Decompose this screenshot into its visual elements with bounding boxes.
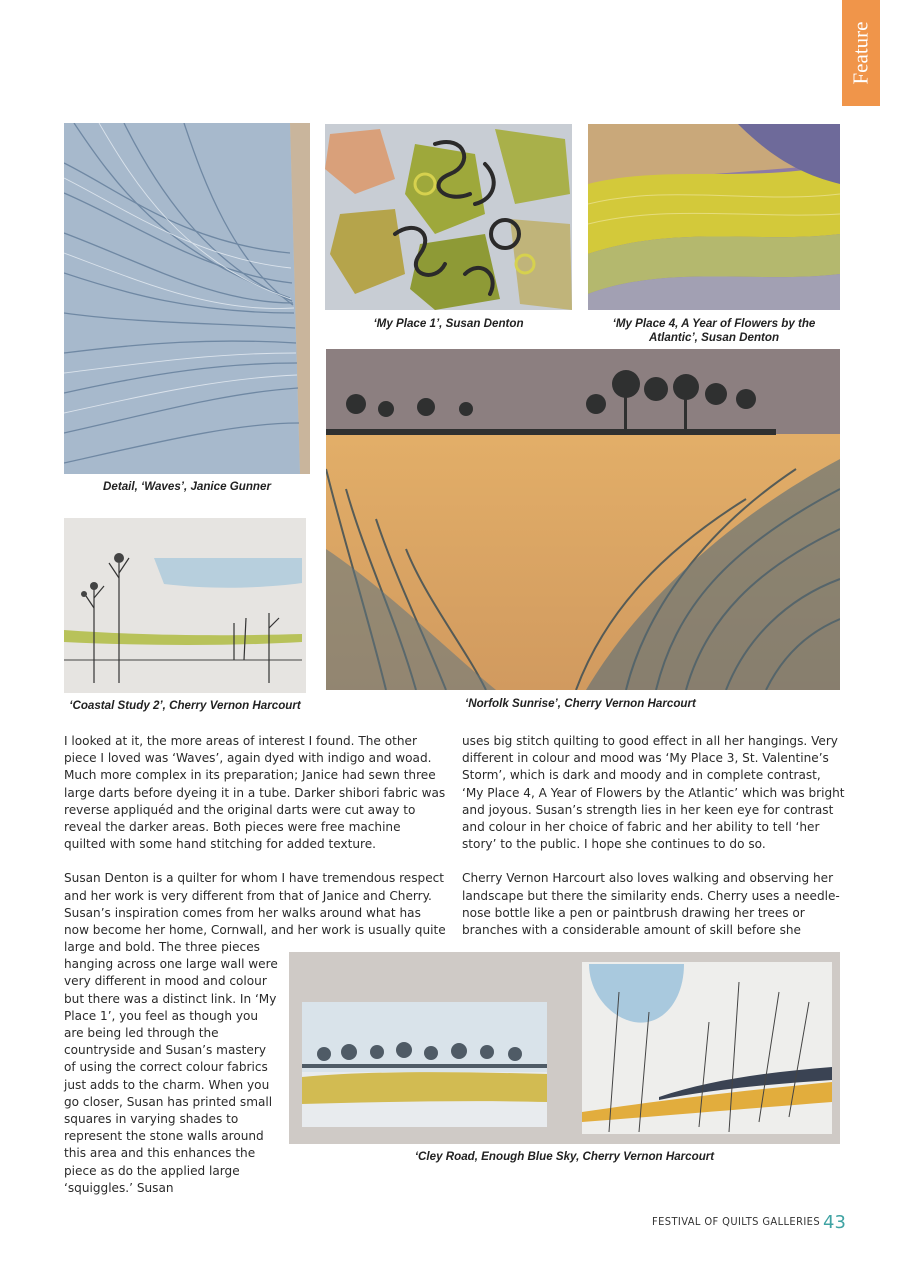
magazine-title: FESTIVAL OF QUILTS GALLERIES [652, 1215, 820, 1228]
feature-section-tab [842, 0, 880, 106]
my-place-4-caption: ‘My Place 4, A Year of Flowers by the Atlantic’, Susan Denton [612, 317, 816, 344]
body-paragraph: I looked at it, the more areas of interest I found. The other piece I loved was ‘Waves’, again dyed with indigo and woad. Much more complex in its preparation; Janice had sewn three large darts before dyeing it in a tube. Darker shibori fabric was reverse appliquéd and the original darts were cut away to reveal the darker areas. Both pieces were free machine quilted with some hand stitching for added texture. [64, 734, 446, 852]
body-right-column [462, 733, 846, 939]
norfolk-sunrise-caption: ‘Norfolk Sunrise’, Cherry Vernon Harcourt [465, 697, 696, 710]
coastal-study-image [64, 518, 306, 693]
body-paragraph: Susan Denton is a quilter for whom I have tremendous respect and her work is very different from that of Janice and Cherry. Susan’s inspiration comes from her walks around what has now become her home, Cornwall, and her work is usually quite [64, 871, 446, 938]
norfolk-sunrise-image [326, 349, 840, 690]
body-paragraph: Cherry Vernon Harcourt also loves walking and observing her landscape but there the similarity ends. Cherry uses a needle-nose bottle like a pen or paintbrush drawing her trees or branches with a considerable amount of skill before she [462, 871, 840, 938]
cley-road-caption: ‘Cley Road, Enough Blue Sky, Cherry Vernon Harcourt [414, 1150, 715, 1163]
body-paragraph: large and bold. The three pieces hanging across one large wall were very different in mood and colour but there was a distinct link. In ‘My Place 1’, you feel as though you are being led through the countryside and Susan’s mastery of using the correct colour fabrics just adds to the charm. When you go closer, Susan has printed small squares in varying shades to represent the stone walls around this area and this enhances the piece as do the applied large ‘squiggles.’ Susan [64, 940, 278, 1195]
waves-quilt-image [64, 123, 310, 474]
body-paragraph: uses big stitch quilting to good effect in all her hangings. Very different in colour and mood was ‘My Place 3, St. Valentine’s Storm’, which is dark and moody and in complete contrast, ‘My Place 4, A Year of Flowers by the Atlantic’ which was bright and joyous. Susan’s strength lies in her keen eye for contrast and colour in her choice of fabric and her ability to tell ‘her story’ to the public. I hope she continues to do so. [462, 734, 845, 852]
cley-road-image [289, 952, 840, 1144]
my-place-1-caption: ‘My Place 1’, Susan Denton [373, 317, 524, 330]
body-left-column-continued [64, 939, 278, 1197]
waves-caption: Detail, ‘Waves’, Janice Gunner [103, 480, 271, 493]
my-place-4-image [588, 124, 840, 310]
body-left-column [64, 733, 446, 939]
page-number: 43 [823, 1212, 846, 1233]
my-place-1-image [325, 124, 572, 310]
feature-label: Feature [848, 21, 873, 85]
coastal-study-caption: ‘Coastal Study 2’, Cherry Vernon Harcourt [69, 699, 301, 712]
